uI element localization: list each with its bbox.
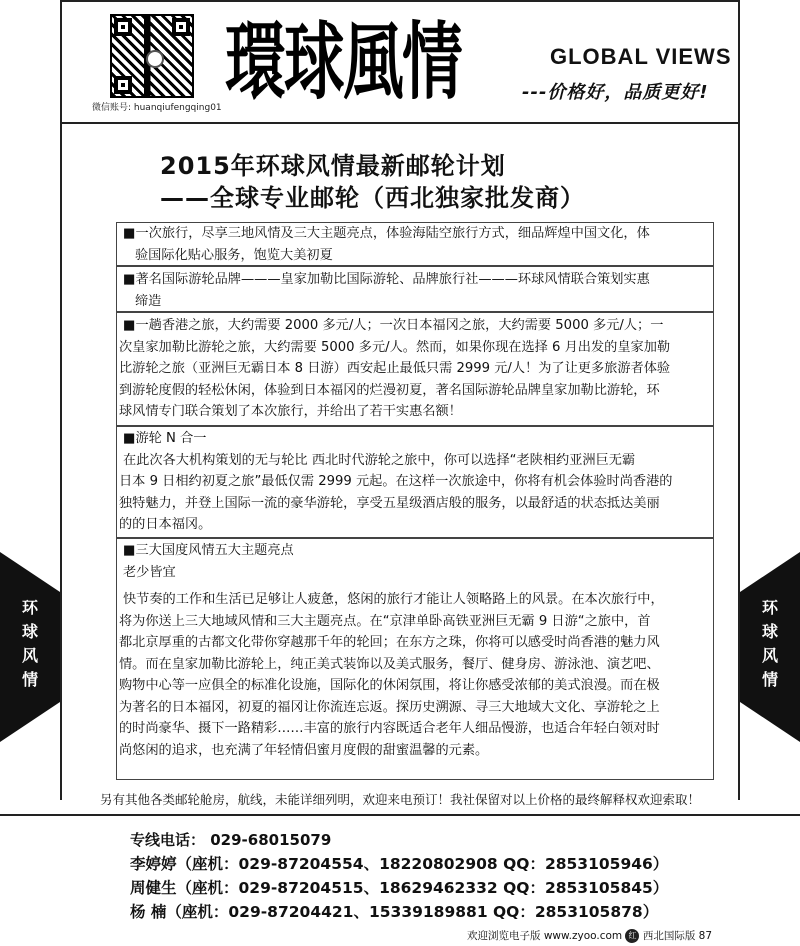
section-text: 次皇家加勒比游轮之旅，大约需要 5000 多元/人。然而，如果你现在选择 6 月出发的皇家加勒 <box>119 339 671 355</box>
side-char: 球 <box>21 622 38 641</box>
section-text: 到游轮度假的轻松休闲，体验到日本福冈的烂漫初夏，著名国际游轮品牌皇家加勒比游轮，环 <box>119 382 660 398</box>
masthead <box>60 0 740 124</box>
section-heading: ■三大国度风情五大主题亮点 <box>123 543 294 558</box>
section-text: 在此次各大机构策划的无与轮比 西北时代游轮之旅中，你可以选择“老陕相约亚洲巨无霸 <box>123 452 636 468</box>
side-tab-left <box>0 552 60 742</box>
section-text: 快节奏的工作和生活已足够让人疲惫，悠闲的旅行才能让人领略路上的风景。在本次旅行中， <box>123 592 664 607</box>
section-text: 都北京厚重的古都文化带你穿越那千年的轮回；在东方之珠，你将可以感受时尚香港的魅力风 <box>119 635 660 650</box>
section-text: 日本 9 日相约初夏之旅”最低仅需 2999 元起。在这样一次旅途中，你将有机会体验时尚香港的 <box>119 474 673 489</box>
section-text: 购物中心等一应俱全的标准化设施，国际化的休闲氛围，将让你感受浓郁的美式浪漫。而在极 <box>119 678 660 693</box>
section-highlights <box>116 538 714 780</box>
section-text: 为著名的日本福冈，初夏的福冈让你流连忘返。探历史溯源、寻三大地域大文化、享游轮之上 <box>119 699 660 715</box>
section-text: 的的日本福冈。 <box>119 517 212 532</box>
qr-code <box>110 14 194 98</box>
contact-zhou: 周健生（座机：029-87204515、18629462332 QQ：2853105845） <box>130 879 669 897</box>
section-badge-icon: 红 <box>625 929 639 943</box>
section-text: 将为你送上三大地域风情和三大主题亮点。在“京津单卧高铁亚洲巨无霸 9 日游“之旅中，首 <box>119 613 651 629</box>
section-heading: ■游轮 N 合一 <box>123 431 207 446</box>
side-char: 情 <box>21 670 38 689</box>
side-char: 环 <box>21 598 38 617</box>
page-title: 2015年环球风情最新邮轮计划 <box>160 152 506 180</box>
section-text: 缔造 <box>135 293 162 309</box>
section-one-trip <box>116 222 714 266</box>
contact-yang: 杨 楠（座机：029-87204421、15339189881 QQ：2853105878） <box>130 903 659 921</box>
booking-note: 另有其他各类邮轮舱房，航线，未能详细列明，欢迎来电预订！我社保留对以上价格的最终解释权欢迎索取！ <box>0 790 800 816</box>
side-char: 球 <box>761 622 778 641</box>
page-subtitle: ——全球专业邮轮（西北独家批发商） <box>160 184 585 212</box>
slogan: ---价格好，品质更好! <box>522 82 709 103</box>
global-views-label: GLOBAL VIEWS <box>550 44 732 69</box>
side-char: 环 <box>761 598 778 617</box>
section-text: 尚悠闲的追求，也充满了年轻情侣蜜月度假的甜蜜温馨的元素。 <box>119 742 489 758</box>
website-text: 欢迎浏览电子版 www.zyoo.com <box>467 930 623 942</box>
hotline: 专线电话： 029-68015079 <box>130 831 332 849</box>
page-footer <box>467 928 712 943</box>
section-brand <box>116 266 714 312</box>
side-char: 风 <box>761 646 778 665</box>
section-text: ■一趟香港之旅，大约需要 2000 多元/人；一次日本福冈之旅，大约需要 5000 多元/人；一 <box>123 318 664 333</box>
section-text: 情。而在皇家加勒比游轮上，纯正美式装饰以及美式服务，餐厅、健身房、游泳池、演艺吧、 <box>119 656 660 672</box>
section-label: 西北国际版 <box>642 930 696 942</box>
section-text: 的时尚豪华、摄下一路精彩……丰富的旅行内容既适合老年人细品慢游，也适合年轻白领对时 <box>119 721 660 736</box>
brand-logo: 環球風情 <box>225 12 462 111</box>
section-cruise-n-in-one <box>116 426 714 538</box>
contact-list <box>130 828 668 924</box>
section-subheading: 老少皆宜 <box>123 564 176 580</box>
section-price <box>116 312 714 426</box>
page-number: 87 <box>698 930 713 942</box>
section-text: ■一次旅行，尽享三地风情及三大主题亮点，体验海陆空旅行方式，细品辉煌中国文化，体 <box>123 226 650 241</box>
section-text: 比游轮之旅（亚洲巨无霸日本 8 日游）西安起止最低只需 2999 元/人！为了让更多旅游者体验 <box>119 361 671 376</box>
wechat-account: 微信账号: huanqiufengqing01 <box>92 103 222 113</box>
contact-li: 李婷婷（座机：029-87204554、18220802908 QQ：2853105946） <box>130 855 669 873</box>
section-text: ■著名国际游轮品牌———皇家加勒比国际游轮、品牌旅行社———环球风情联合策划实惠 <box>123 272 650 287</box>
section-text: 独特魅力，并登上国际一流的豪华游轮，享受五星级酒店般的服务，以最舒适的状态抵达美丽 <box>119 495 660 511</box>
side-tab-right <box>740 552 800 742</box>
section-text: 球风情专门联合策划了本次旅行，并给出了若干实惠名额！ <box>119 404 462 419</box>
side-char: 风 <box>21 646 38 665</box>
section-text: 验国际化贴心服务，饱览大美初夏 <box>135 247 333 263</box>
side-char: 情 <box>761 670 778 689</box>
